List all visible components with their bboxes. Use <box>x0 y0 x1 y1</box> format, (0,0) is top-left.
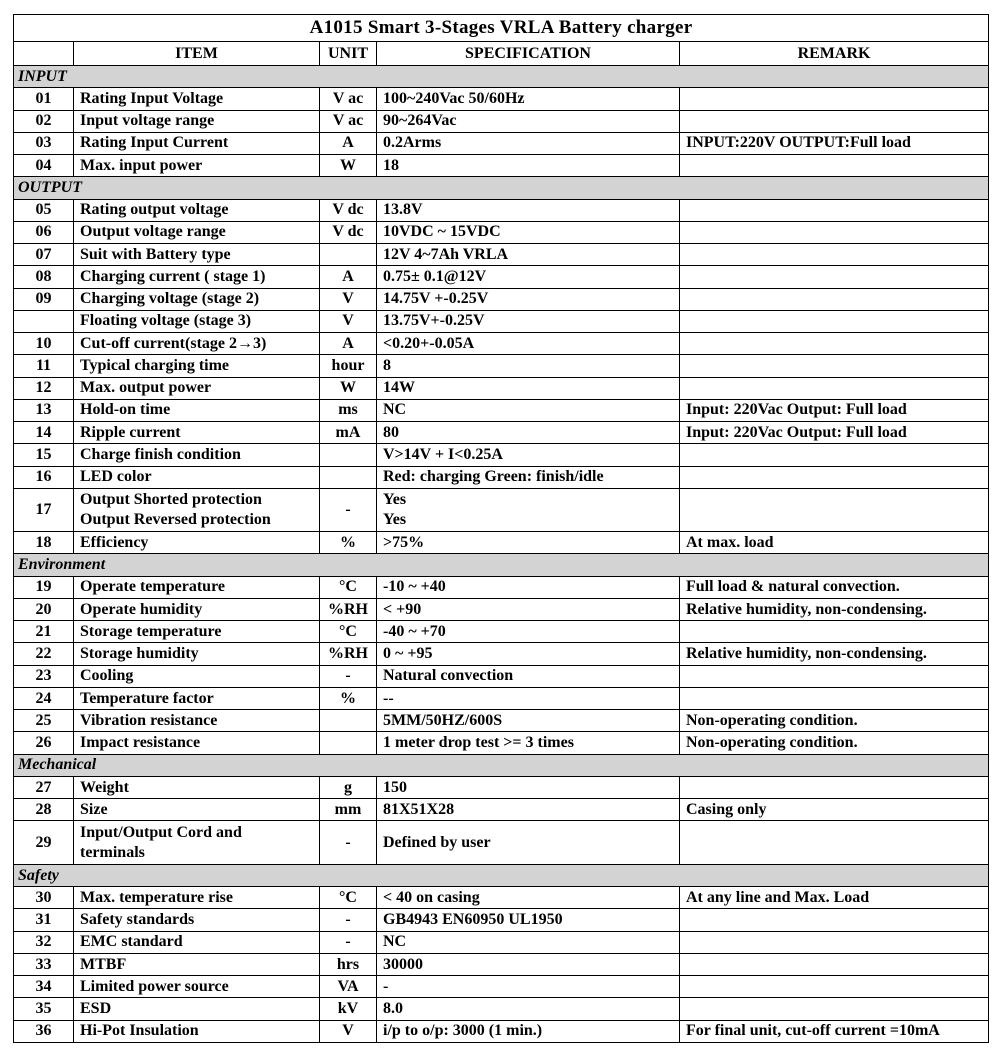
table-row <box>14 710 989 732</box>
cell-spec: 8 <box>377 355 680 377</box>
cell-no: 33 <box>14 953 74 975</box>
cell-unit: V dc <box>320 221 377 243</box>
table-body <box>14 66 989 1043</box>
table-row <box>14 399 989 421</box>
cell-no: 32 <box>14 931 74 953</box>
cell-item: Output Shorted protection Output Reversed protection <box>74 488 320 531</box>
section-title: OUTPUT <box>14 177 989 199</box>
table-row <box>14 377 989 399</box>
cell-spec: 81X51X28 <box>377 799 680 821</box>
cell-remark <box>680 931 989 953</box>
cell-item: Floating voltage (stage 3) <box>74 310 320 332</box>
cell-no: 34 <box>14 976 74 998</box>
cell-item: ESD <box>74 998 320 1020</box>
cell-remark <box>680 665 989 687</box>
cell-no: 23 <box>14 665 74 687</box>
table-row <box>14 976 989 998</box>
cell-remark: At max. load <box>680 532 989 554</box>
cell-unit: mA <box>320 422 377 444</box>
cell-unit <box>320 444 377 466</box>
cell-spec: 13.75V+-0.25V <box>377 310 680 332</box>
cell-item: Ripple current <box>74 422 320 444</box>
cell-no: 13 <box>14 399 74 421</box>
cell-item: EMC standard <box>74 931 320 953</box>
cell-unit: V <box>320 288 377 310</box>
cell-remark <box>680 88 989 110</box>
cell-spec: 18 <box>377 155 680 177</box>
cell-unit: V ac <box>320 88 377 110</box>
header-row <box>14 42 989 66</box>
cell-no: 12 <box>14 377 74 399</box>
cell-remark <box>680 976 989 998</box>
cell-item: Limited power source <box>74 976 320 998</box>
table-row <box>14 799 989 821</box>
cell-no: 30 <box>14 887 74 909</box>
table-row <box>14 576 989 598</box>
cell-item: Max. input power <box>74 155 320 177</box>
cell-no: 16 <box>14 466 74 488</box>
cell-remark: Input: 220Vac Output: Full load <box>680 399 989 421</box>
cell-no: 10 <box>14 333 74 355</box>
cell-item: Storage humidity <box>74 643 320 665</box>
cell-spec: 14W <box>377 377 680 399</box>
cell-spec: 0.75± 0.1@12V <box>377 266 680 288</box>
cell-no: 04 <box>14 155 74 177</box>
cell-spec: 100~240Vac 50/60Hz <box>377 88 680 110</box>
table-title: A1015 Smart 3-Stages VRLA Battery charger <box>14 15 989 42</box>
section-title: Mechanical <box>14 754 989 776</box>
cell-no: 20 <box>14 598 74 620</box>
cell-unit: °C <box>320 621 377 643</box>
cell-no: 09 <box>14 288 74 310</box>
cell-spec: >75% <box>377 532 680 554</box>
cell-spec: 150 <box>377 776 680 798</box>
table-row <box>14 355 989 377</box>
header-item: ITEM <box>74 42 320 66</box>
cell-remark: Casing only <box>680 799 989 821</box>
table-row <box>14 643 989 665</box>
cell-unit: hrs <box>320 953 377 975</box>
cell-item: Efficiency <box>74 532 320 554</box>
cell-item: LED color <box>74 466 320 488</box>
cell-remark <box>680 998 989 1020</box>
cell-spec: i/p to o/p: 3000 (1 min.) <box>377 1020 680 1042</box>
table-row <box>14 288 989 310</box>
cell-remark: Input: 220Vac Output: Full load <box>680 422 989 444</box>
section-row <box>14 864 989 886</box>
cell-no: 05 <box>14 199 74 221</box>
cell-item: Charge finish condition <box>74 444 320 466</box>
cell-item: Operate temperature <box>74 576 320 598</box>
cell-remark <box>680 244 989 266</box>
section-title: INPUT <box>14 66 989 88</box>
cell-unit: - <box>320 665 377 687</box>
table-row <box>14 621 989 643</box>
cell-remark <box>680 221 989 243</box>
header-unit: UNIT <box>320 42 377 66</box>
table-row <box>14 931 989 953</box>
cell-spec: 13.8V <box>377 199 680 221</box>
cell-item: Input voltage range <box>74 110 320 132</box>
cell-remark <box>680 444 989 466</box>
cell-remark <box>680 266 989 288</box>
cell-spec: -10 ~ +40 <box>377 576 680 598</box>
table-row <box>14 953 989 975</box>
cell-unit: V ac <box>320 110 377 132</box>
table-row <box>14 598 989 620</box>
table-row <box>14 821 989 864</box>
cell-item: Max. output power <box>74 377 320 399</box>
table-row <box>14 88 989 110</box>
cell-unit: A <box>320 266 377 288</box>
cell-no: 18 <box>14 532 74 554</box>
table-row <box>14 909 989 931</box>
cell-item: Input/Output Cord and terminals <box>74 821 320 864</box>
cell-remark <box>680 110 989 132</box>
table-row <box>14 998 989 1020</box>
cell-spec: NC <box>377 399 680 421</box>
cell-remark <box>680 155 989 177</box>
cell-item: Weight <box>74 776 320 798</box>
cell-unit: % <box>320 687 377 709</box>
cell-no: 08 <box>14 266 74 288</box>
cell-no: 06 <box>14 221 74 243</box>
cell-item: Cooling <box>74 665 320 687</box>
cell-unit: V <box>320 1020 377 1042</box>
cell-remark <box>680 310 989 332</box>
cell-remark <box>680 288 989 310</box>
table-row <box>14 333 989 355</box>
cell-no: 07 <box>14 244 74 266</box>
cell-no: 35 <box>14 998 74 1020</box>
cell-remark: INPUT:220V OUTPUT:Full load <box>680 132 989 154</box>
cell-unit: W <box>320 155 377 177</box>
cell-spec: 1 meter drop test >= 3 times <box>377 732 680 754</box>
cell-spec: GB4943 EN60950 UL1950 <box>377 909 680 931</box>
cell-no: 17 <box>14 488 74 531</box>
cell-item: Hi-Pot Insulation <box>74 1020 320 1042</box>
table-row <box>14 110 989 132</box>
cell-remark <box>680 199 989 221</box>
cell-item: Charging voltage (stage 2) <box>74 288 320 310</box>
cell-spec: 5MM/50HZ/600S <box>377 710 680 732</box>
cell-remark <box>680 953 989 975</box>
cell-unit: g <box>320 776 377 798</box>
cell-remark <box>680 687 989 709</box>
cell-spec: Yes Yes <box>377 488 680 531</box>
table-row <box>14 732 989 754</box>
cell-unit: W <box>320 377 377 399</box>
cell-spec: 30000 <box>377 953 680 975</box>
cell-no: 24 <box>14 687 74 709</box>
table-row <box>14 132 989 154</box>
cell-remark <box>680 909 989 931</box>
cell-item: Temperature factor <box>74 687 320 709</box>
cell-no: 22 <box>14 643 74 665</box>
cell-no <box>14 310 74 332</box>
cell-item: Max. temperature rise <box>74 887 320 909</box>
cell-unit: - <box>320 931 377 953</box>
section-row <box>14 554 989 576</box>
cell-unit: A <box>320 333 377 355</box>
table-row <box>14 687 989 709</box>
cell-no: 19 <box>14 576 74 598</box>
cell-remark <box>680 466 989 488</box>
cell-remark <box>680 488 989 531</box>
cell-no: 21 <box>14 621 74 643</box>
cell-remark <box>680 776 989 798</box>
cell-spec: 10VDC ~ 15VDC <box>377 221 680 243</box>
table-row <box>14 532 989 554</box>
cell-no: 29 <box>14 821 74 864</box>
cell-spec: 8.0 <box>377 998 680 1020</box>
cell-unit: hour <box>320 355 377 377</box>
table-row <box>14 466 989 488</box>
table-row <box>14 155 989 177</box>
cell-remark: Non-operating condition. <box>680 710 989 732</box>
cell-unit <box>320 466 377 488</box>
cell-unit: - <box>320 821 377 864</box>
cell-spec: 90~264Vac <box>377 110 680 132</box>
cell-no: 26 <box>14 732 74 754</box>
cell-unit <box>320 710 377 732</box>
cell-unit: %RH <box>320 598 377 620</box>
cell-remark: Relative humidity, non-condensing. <box>680 643 989 665</box>
cell-no: 11 <box>14 355 74 377</box>
section-row <box>14 66 989 88</box>
cell-remark <box>680 821 989 864</box>
cell-spec: 12V 4~7Ah VRLA <box>377 244 680 266</box>
cell-no: 25 <box>14 710 74 732</box>
cell-unit: kV <box>320 998 377 1020</box>
table-row <box>14 444 989 466</box>
table-row <box>14 422 989 444</box>
section-title: Safety <box>14 864 989 886</box>
cell-no: 14 <box>14 422 74 444</box>
cell-spec: 14.75V +-0.25V <box>377 288 680 310</box>
cell-remark: For final unit, cut-off current =10mA <box>680 1020 989 1042</box>
cell-spec: -- <box>377 687 680 709</box>
cell-spec: Defined by user <box>377 821 680 864</box>
cell-no: 02 <box>14 110 74 132</box>
cell-spec: < +90 <box>377 598 680 620</box>
table-row <box>14 1020 989 1042</box>
cell-spec: Natural convection <box>377 665 680 687</box>
cell-spec: NC <box>377 931 680 953</box>
cell-remark <box>680 377 989 399</box>
cell-unit: VA <box>320 976 377 998</box>
cell-item: Operate humidity <box>74 598 320 620</box>
cell-spec: < 40 on casing <box>377 887 680 909</box>
cell-spec: <0.20+-0.05A <box>377 333 680 355</box>
cell-item: Rating output voltage <box>74 199 320 221</box>
header-remark: REMARK <box>680 42 989 66</box>
cell-item: Storage temperature <box>74 621 320 643</box>
table-row <box>14 199 989 221</box>
cell-item: Suit with Battery type <box>74 244 320 266</box>
cell-item: Impact resistance <box>74 732 320 754</box>
cell-spec: 80 <box>377 422 680 444</box>
cell-item: Typical charging time <box>74 355 320 377</box>
header-spec: SPECIFICATION <box>377 42 680 66</box>
cell-no: 01 <box>14 88 74 110</box>
cell-unit: ms <box>320 399 377 421</box>
cell-remark <box>680 621 989 643</box>
table-row <box>14 221 989 243</box>
cell-unit: %RH <box>320 643 377 665</box>
cell-item: MTBF <box>74 953 320 975</box>
cell-no: 28 <box>14 799 74 821</box>
cell-no: 31 <box>14 909 74 931</box>
cell-unit: - <box>320 909 377 931</box>
cell-item: Charging current ( stage 1) <box>74 266 320 288</box>
cell-spec: - <box>377 976 680 998</box>
cell-no: 03 <box>14 132 74 154</box>
cell-unit: A <box>320 132 377 154</box>
cell-no: 15 <box>14 444 74 466</box>
cell-unit <box>320 244 377 266</box>
cell-item: Rating Input Current <box>74 132 320 154</box>
cell-item: Rating Input Voltage <box>74 88 320 110</box>
cell-unit <box>320 732 377 754</box>
spec-sheet <box>13 14 988 1043</box>
table-row <box>14 266 989 288</box>
cell-item: Cut-off current(stage 2→3) <box>74 333 320 355</box>
cell-unit: V dc <box>320 199 377 221</box>
cell-remark <box>680 333 989 355</box>
cell-unit: °C <box>320 887 377 909</box>
cell-unit: mm <box>320 799 377 821</box>
cell-item: Vibration resistance <box>74 710 320 732</box>
cell-spec: V>14V + I<0.25A <box>377 444 680 466</box>
cell-remark: Full load & natural convection. <box>680 576 989 598</box>
section-row <box>14 177 989 199</box>
table-row <box>14 310 989 332</box>
cell-item: Hold-on time <box>74 399 320 421</box>
cell-remark: At any line and Max. Load <box>680 887 989 909</box>
cell-spec: 0.2Arms <box>377 132 680 154</box>
table-row <box>14 244 989 266</box>
cell-no: 36 <box>14 1020 74 1042</box>
cell-unit: - <box>320 488 377 531</box>
table-row <box>14 665 989 687</box>
cell-no: 27 <box>14 776 74 798</box>
cell-item: Size <box>74 799 320 821</box>
section-title: Environment <box>14 554 989 576</box>
section-row <box>14 754 989 776</box>
cell-unit: % <box>320 532 377 554</box>
spec-table <box>13 14 989 1043</box>
cell-spec: 0 ~ +95 <box>377 643 680 665</box>
table-row <box>14 887 989 909</box>
cell-item: Safety standards <box>74 909 320 931</box>
cell-spec: Red: charging Green: finish/idle <box>377 466 680 488</box>
cell-remark <box>680 355 989 377</box>
table-row <box>14 776 989 798</box>
cell-remark: Relative humidity, non-condensing. <box>680 598 989 620</box>
cell-spec: -40 ~ +70 <box>377 621 680 643</box>
cell-remark: Non-operating condition. <box>680 732 989 754</box>
cell-item: Output voltage range <box>74 221 320 243</box>
header-no <box>14 42 74 66</box>
table-row <box>14 488 989 531</box>
cell-unit: °C <box>320 576 377 598</box>
cell-unit: V <box>320 310 377 332</box>
